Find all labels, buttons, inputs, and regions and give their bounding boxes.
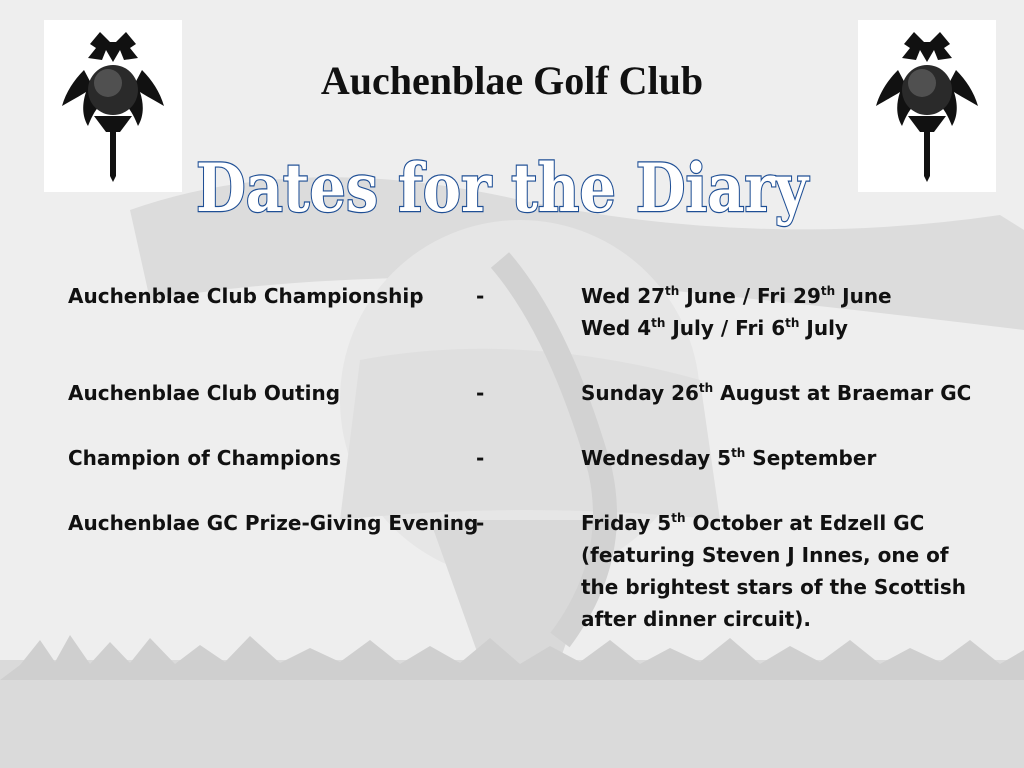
event-detail-line [581, 377, 981, 409]
event-separator: - [476, 446, 485, 470]
diary-subtitle-text: Dates for the Diary [196, 149, 810, 227]
ordinal-suffix: th [651, 316, 666, 330]
event-detail-text: July [799, 316, 848, 340]
event-detail-text: July / Fri 6 [665, 316, 786, 340]
event-detail-line [581, 312, 981, 344]
event-detail-text: Wed 4 [581, 316, 652, 340]
diary-subtitle [0, 146, 1024, 236]
event-detail-line [581, 442, 981, 474]
event-name: Auchenblae GC Prize-Giving Evening [68, 511, 479, 535]
event-name: Auchenblae Club Outing [68, 381, 341, 405]
event-name: Auchenblae Club Championship [68, 284, 424, 308]
event-detail-text: (featuring Steven J Innes, one of [581, 543, 949, 567]
event-detail [581, 377, 981, 409]
club-title: Auchenblae Golf Club [320, 58, 704, 103]
event-detail [581, 507, 981, 635]
event-detail-text: September [745, 446, 877, 470]
event-detail-text: Sunday 26 [581, 381, 699, 405]
event-detail-line [581, 280, 981, 312]
event-detail-line [581, 539, 981, 571]
events-list [68, 280, 988, 668]
event-detail-text: June / Fri 29 [679, 284, 821, 308]
ordinal-suffix: th [665, 284, 680, 298]
event-separator: - [476, 381, 485, 405]
event-separator: - [476, 284, 485, 308]
ordinal-suffix: th [731, 446, 746, 460]
event-row [68, 507, 988, 635]
event-detail-line [581, 507, 981, 539]
event-row [68, 442, 988, 474]
event-detail-text: Wednesday 5 [581, 446, 732, 470]
ordinal-suffix: th [785, 316, 800, 330]
ordinal-suffix: th [820, 284, 836, 298]
event-row [68, 280, 988, 344]
event-detail-text: Wed 27 [581, 284, 666, 308]
event-detail-text: June [835, 284, 892, 308]
event-detail [581, 442, 981, 474]
ordinal-suffix: th [698, 381, 714, 395]
event-detail-text: after dinner circuit). [581, 607, 812, 631]
event-separator: - [476, 511, 485, 535]
event-detail [581, 280, 981, 344]
event-detail-line [581, 571, 981, 603]
event-detail-text: October at Edzell GC [685, 511, 925, 535]
event-detail-text: the brightest stars of the Scottish [581, 575, 967, 599]
ordinal-suffix: th [671, 511, 686, 525]
event-name: Champion of Champions [68, 446, 342, 470]
event-detail-text: August at Braemar GC [713, 381, 972, 405]
event-row [68, 377, 988, 409]
event-detail-text: Friday 5 [581, 511, 672, 535]
event-detail-line [581, 603, 981, 635]
